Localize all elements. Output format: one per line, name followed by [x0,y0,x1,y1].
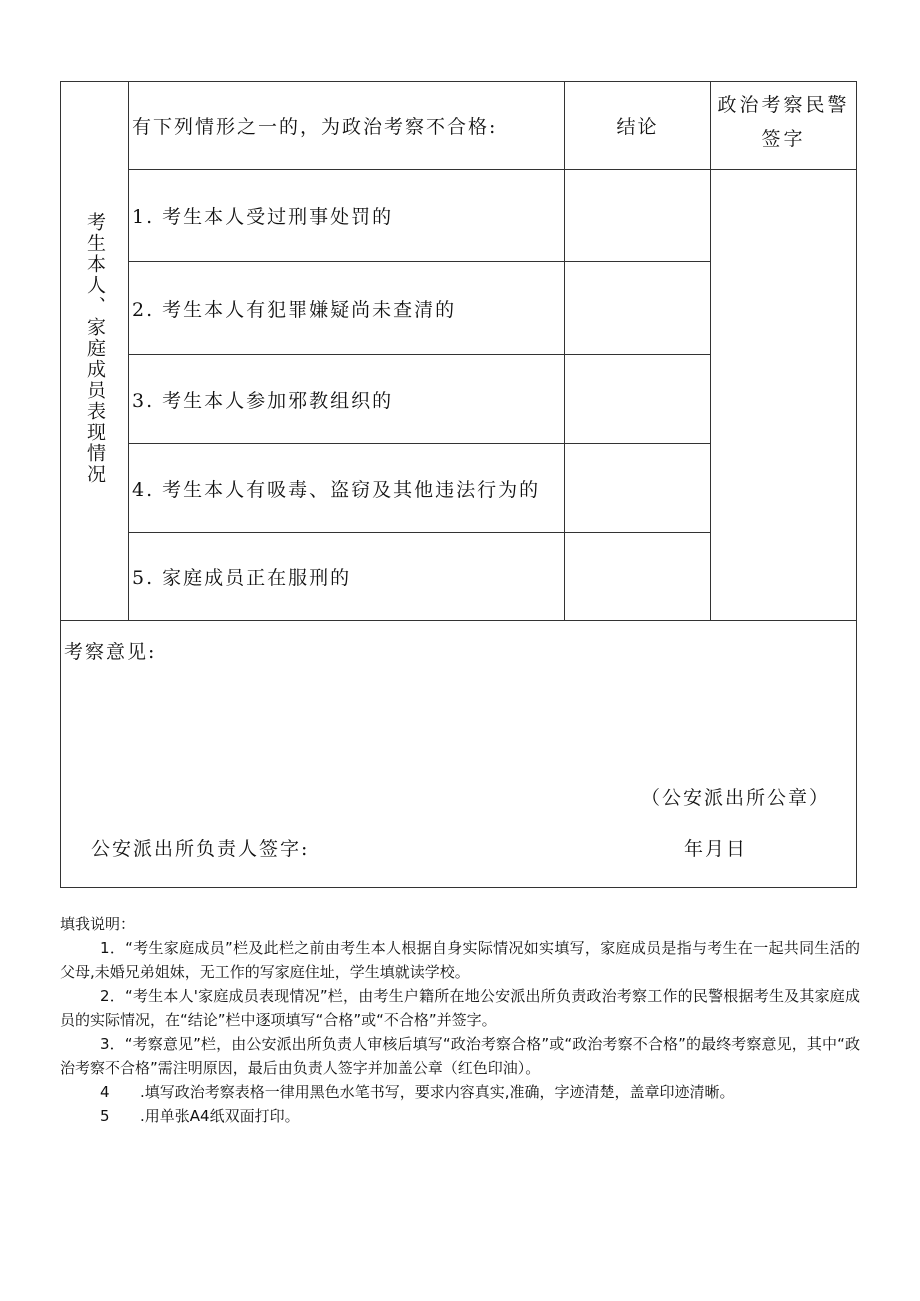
table-header-row [61,82,857,170]
instruction-item [60,936,860,984]
condition-row [61,170,857,262]
condition-text: 2. 考生本人有犯罪嫌疑尚未查清的 [132,298,457,321]
opinion-row [61,621,857,888]
condition-intro-cell [129,82,565,170]
side-label: 考生本人、家庭成员表现情况 [84,212,106,485]
instructions-title: 填我说明： [60,915,136,933]
instruction-text: 1．“考生家庭成员”栏及此栏之前由考生本人根据自身实际情况如实填写，家庭成员是指与考生在一起共同生活的父母,未婚兄弟姐妹，无工作的写家庭住址，学生填就读学校。 [60,939,860,981]
instructions [60,912,860,1128]
instruction-number: 5 [100,1107,110,1125]
police-sign-header-cell [711,82,857,170]
conclusion-field[interactable] [565,170,711,262]
stamp-label: （公安派出所公章） [641,787,831,809]
condition-intro: 有下列情形之一的，为政治考察不合格: [132,116,498,138]
opinion-label: 考察意见: [64,641,157,663]
political-review-table [60,81,857,888]
condition-cell [129,170,565,262]
instruction-item [60,1104,860,1128]
condition-text: 3. 考生本人参加邪教组织的 [132,389,394,412]
instruction-text: 3．“考察意见”栏，由公安派出所负责人审核后填写“政治考察合格”或“政治考察不合格”的最终考察意见，其中“政治考察不合格”需注明原因，最后由负责人签字并加盖公章（红色印油）。 [60,1035,860,1077]
instruction-item [60,984,860,1032]
conclusion-header-cell [565,82,711,170]
opinion-cell[interactable] [61,621,857,888]
conclusion-field[interactable] [565,355,711,444]
instruction-text: 2．“考生本人'家庭成员表现情况”栏，由考生户籍所在地公安派出所负责政治考察工作的民警根据考生及其家庭成员的实际情况，在“结论”栏中逐项填写“合格”或“不合格”并签字。 [60,987,860,1029]
police-sign-field[interactable] [711,170,857,621]
instruction-item [60,1032,860,1080]
side-label-cell [61,82,129,621]
instruction-text: .填写政治考察表格一律用黑色水笔书写，要求内容真实,准确，字迹清楚，盖章印迹清晰。 [140,1083,735,1101]
condition-cell [129,444,565,533]
conclusion-field[interactable] [565,444,711,533]
condition-text: 5. 家庭成员正在服刑的 [132,567,352,589]
condition-cell [129,355,565,444]
conclusion-field[interactable] [565,262,711,355]
date-label: 年月日 [684,838,748,860]
instruction-item [60,1080,860,1104]
condition-cell [129,262,565,355]
responsible-sign-label: 公安派出所负责人签字: [91,838,310,860]
police-sign-header: 政治考察民警签字 [717,94,850,150]
instruction-text: .用单张A4纸双面打印。 [140,1107,300,1125]
condition-text: 4. 考生本人有吸毒、盗窃及其他违法行为的 [132,478,541,501]
instruction-number: 4 [100,1083,110,1101]
condition-text: 1. 考生本人受过刑事处罚的 [132,206,394,228]
conclusion-field[interactable] [565,533,711,621]
conclusion-header: 结论 [616,116,659,138]
condition-cell [129,533,565,621]
